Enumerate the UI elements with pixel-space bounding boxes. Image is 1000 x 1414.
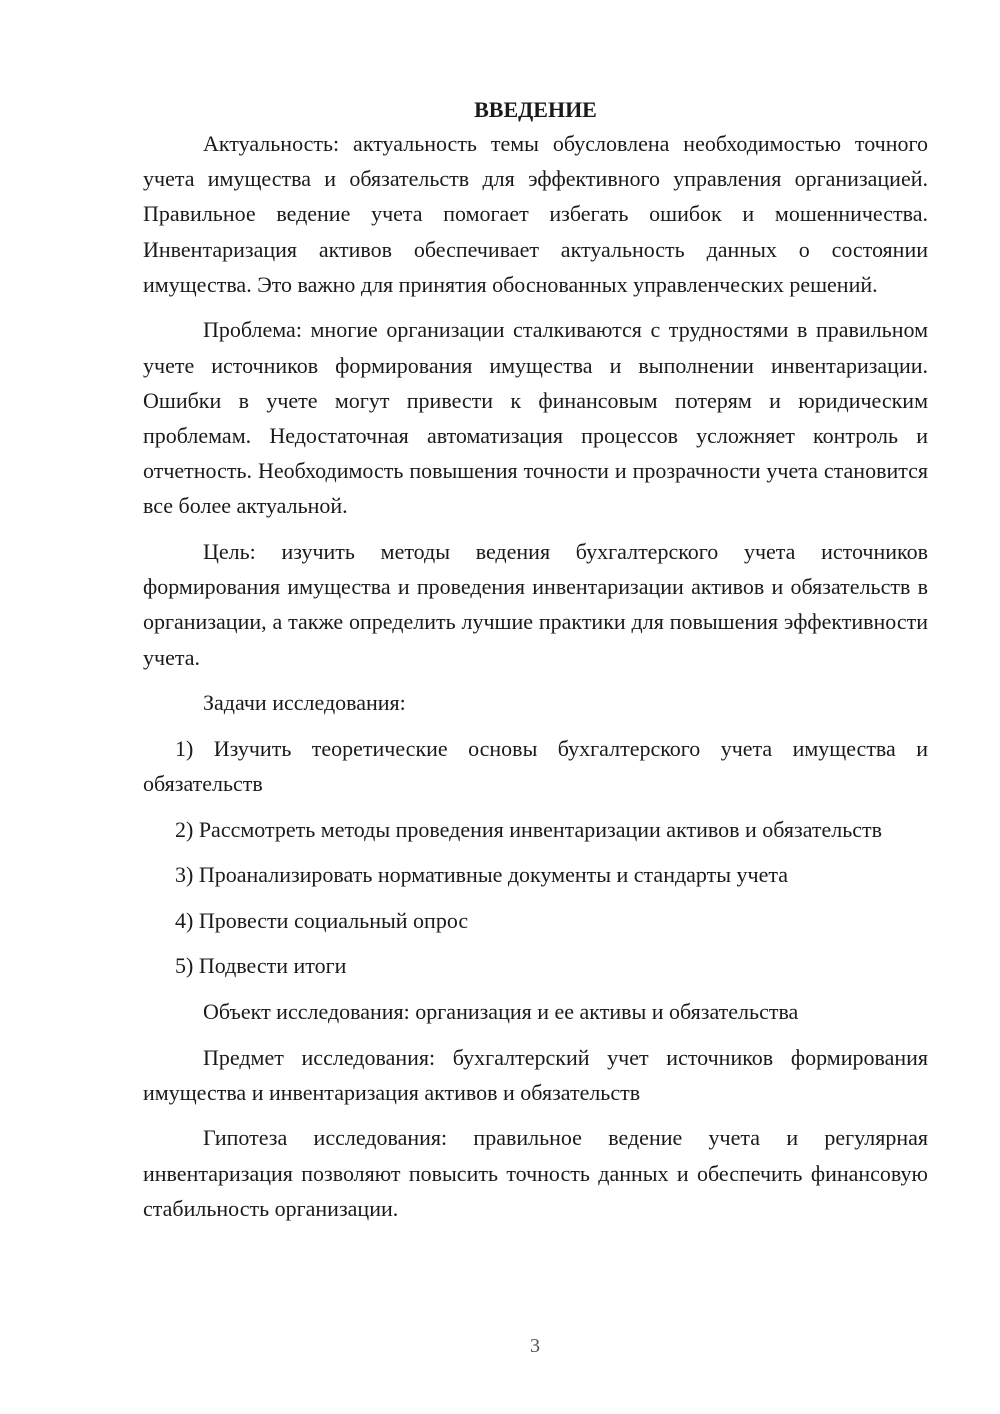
- paragraph-hypothesis: Гипотеза исследования: правильное ведение учета и регулярная инвентаризация позволяют повысить точность данных и обеспечить финансовую стабильность организации.: [143, 1125, 928, 1221]
- task-item-3: 3) Проанализировать нормативные документы и стандарты учета: [175, 862, 789, 888]
- paragraph-problem: Проблема: многие организации сталкиваются с трудностями в правильном учете источников формирования имущества и выполнении инвентаризации. Ошибки в учете могут привести к финансовым потерям и юридическим проблемам. Недостаточная автоматизация процессов усложняет контроль и отчетность. Необходимость повышения точности и прозрачности учета становится все более актуальной.: [143, 317, 928, 519]
- paragraph-tasks-heading: Задачи исследования:: [203, 690, 406, 716]
- task-item-5: 5) Подвести итоги: [175, 953, 347, 979]
- page-number: 3: [530, 1335, 540, 1357]
- task-item-2: 2) Рассмотреть методы проведения инвентаризации активов и обязательств: [175, 816, 883, 842]
- paragraph-relevance: Актуальность: актуальность темы обусловлена необходимостью точного учета имущества и обязательств для эффективного управления организацией. Правильное ведение учета помогает избегать ошибок и мошенничества. Инвентаризация активов обеспечивает актуальность данных о состоянии имущества. Это важно для принятия обоснованных управленческих решений.: [143, 131, 928, 297]
- paragraph-subject: Предмет исследования: бухгалтерский учет источников формирования имущества и инвентаризация активов и обязательств: [143, 1044, 928, 1105]
- section-title: ВВЕДЕНИЕ: [474, 97, 597, 122]
- paragraph-object: Объект исследования: организация и ее активы и обязательства: [203, 998, 799, 1024]
- paragraph-goal: Цель: изучить методы ведения бухгалтерского учета источников формирования имущества и проведения инвентаризации активов и обязательств в организации, а также определить лучшие практики для повышения эффективности учета.: [143, 539, 928, 670]
- task-item-1: 1) Изучить теоретические основы бухгалтерского учета имущества и обязательств: [143, 735, 928, 797]
- task-item-4: 4) Провести социальный опрос: [175, 907, 469, 933]
